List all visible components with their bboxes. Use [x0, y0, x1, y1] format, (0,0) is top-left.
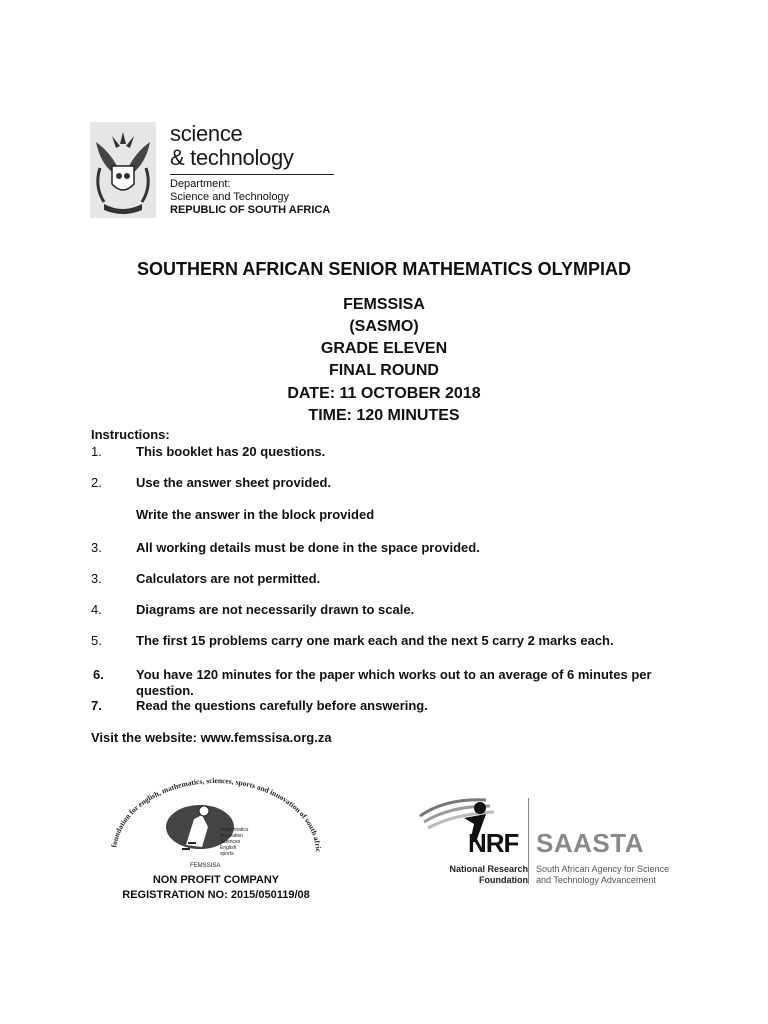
saasta-caption: [536, 864, 676, 886]
svg-text:Sciences: Sciences: [220, 839, 241, 845]
instruction-text: The first 15 problems carry one mark each and the next 5 carry 2 marks each.: [136, 633, 614, 648]
instruction-text: Read the questions carefully before answering.: [136, 698, 428, 713]
dst-logo: [90, 122, 334, 218]
nrf-caption-line-1: National Research: [449, 864, 528, 874]
nrf-saasta-logo: [416, 792, 670, 888]
instruction-number: 2.: [91, 475, 102, 490]
subtitle-acronym: (SASMO): [349, 318, 419, 335]
saasta-caption-line-2: and Technology Advancement: [536, 875, 656, 885]
page-title: SOUTHERN AFRICAN SENIOR MATHEMATICS OLYMPIAD: [136, 259, 631, 279]
subtitle-grade: GRADE ELEVEN: [320, 340, 448, 357]
femssisa-arc-text: foundation for english, mathematics, sciences, sports and innovation of south afric: [109, 776, 324, 853]
subtitle-organisation: FEMSSISA: [343, 296, 425, 313]
nrf-letters: NRF: [468, 828, 519, 858]
nrf-caption-line-2: Foundation: [479, 875, 528, 885]
femssisa-logo: [104, 775, 328, 875]
saasta-caption-line-1: South African Agency for Science: [536, 864, 670, 874]
instruction-number: 3.: [91, 540, 102, 555]
svg-text:Innovation: Innovation: [220, 833, 244, 839]
logo-divider: [528, 798, 529, 884]
subtitle-date: DATE: 11 OCTOBER 2018: [287, 385, 481, 402]
dept-line-2: Science and Technology: [170, 191, 290, 203]
website-line: Visit the website: www.femssisa.org.za: [91, 730, 332, 745]
instruction-number: 4.: [91, 602, 102, 617]
svg-text:mathematics: mathematics: [220, 827, 249, 833]
instruction-text: Diagrams are not necessarily drawn to scale.: [136, 602, 415, 617]
dept-line-1: Department:: [170, 178, 231, 190]
company-info: [0, 873, 432, 903]
instruction-text: All working details must be done in the space provided.: [136, 540, 480, 555]
nrf-caption: [448, 864, 528, 886]
brand-divider: [170, 174, 334, 175]
instructions-heading: Instructions:: [91, 427, 170, 442]
svg-text:sports: sports: [220, 851, 234, 857]
instruction-text: Calculators are not permitted.: [136, 571, 321, 586]
company-type: NON PROFIT COMPANY: [152, 874, 280, 886]
dept-line-3: REPUBLIC OF SOUTH AFRICA: [170, 204, 331, 216]
femssisa-emblem-icon: [104, 775, 328, 875]
brand-line-1: science: [170, 121, 243, 146]
instruction-text: Use the answer sheet provided.: [136, 475, 332, 490]
coat-of-arms-icon: [90, 122, 156, 218]
saasta-word: SAASTA: [536, 828, 644, 858]
instruction-text: This booklet has 20 questions.: [136, 444, 326, 459]
instruction-number: 1.: [91, 444, 102, 459]
femssisa-name: FEMSSISA: [190, 863, 221, 869]
instruction-text: You have 120 minutes for the paper which works out to an average of 6 minutes per question.: [136, 667, 652, 698]
subtitle-time: TIME: 120 MINUTES: [308, 407, 460, 424]
instruction-number: 3.: [91, 571, 102, 586]
instruction-number: 7.: [91, 698, 102, 713]
instruction-text: Write the answer in the block provided: [136, 507, 375, 522]
subtitle-round: FINAL ROUND: [329, 362, 439, 379]
brand-line-2: & technology: [170, 145, 294, 170]
svg-text:English: English: [220, 845, 237, 851]
instruction-number: 5.: [91, 633, 102, 648]
registration-number: REGISTRATION NO: 2015/050119/08: [122, 889, 310, 901]
instruction-number: 6.: [93, 667, 104, 682]
